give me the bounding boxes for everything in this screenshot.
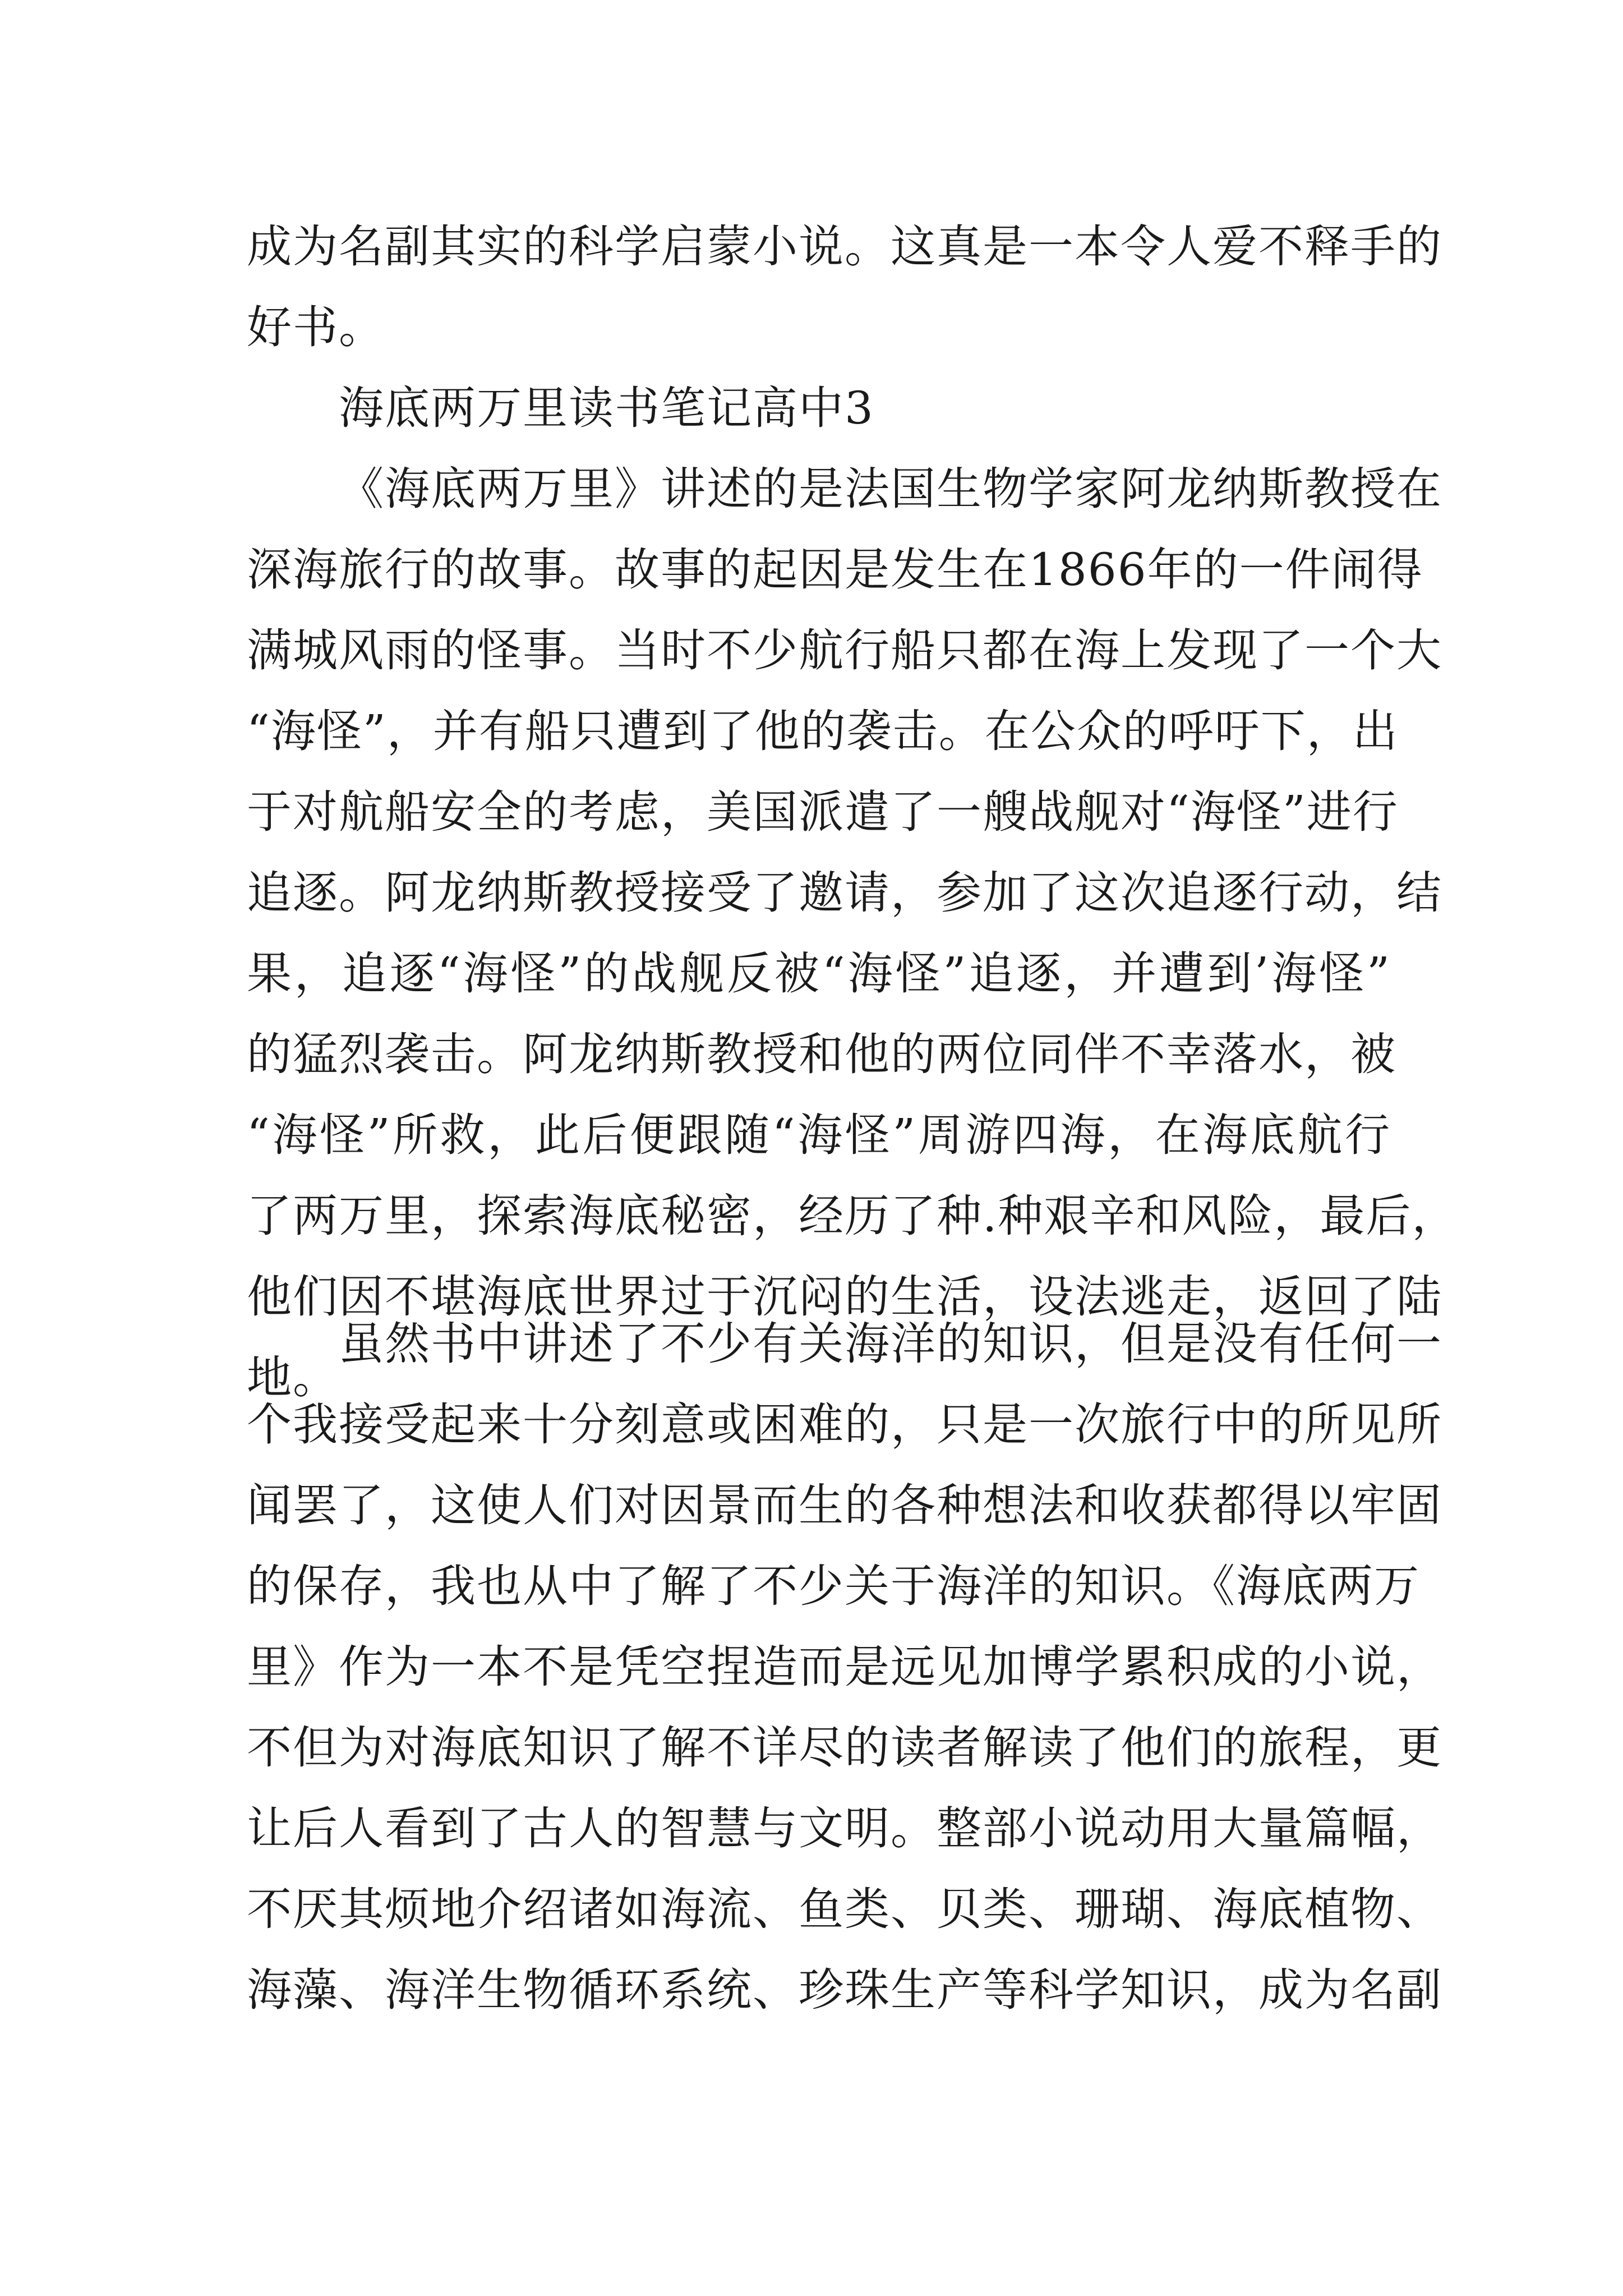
paragraph-line: 满城风雨的怪事。当时不少航行船只都在海上发现了一个大 xyxy=(247,624,1442,677)
paragraph-line: “海怪”，并有船只遭到了他的袭击。在公众的呼吁下，出 xyxy=(247,705,1399,757)
paragraph-line: 地。 xyxy=(247,1351,339,1404)
paragraph-line: 的保存，我也从中了解了不少关于海洋的知识。《海底两万 xyxy=(247,1560,1420,1612)
paragraph-line: 他们因不堪海底世界过于沉闷的生活，设法逃走，返回了陆 xyxy=(247,1271,1442,1323)
paragraph-line: “海怪”所救，此后便跟随“海怪”周游四海，在海底航行 xyxy=(247,1109,1391,1161)
paragraph-line: 的猛烈袭击。阿龙纳斯教授和他的两位同伴不幸落水，被 xyxy=(247,1028,1396,1080)
paragraph-line: 追逐。阿龙纳斯教授接受了邀请，参加了这次追逐行动，结 xyxy=(247,867,1442,919)
paragraph-reflection xyxy=(247,1304,1442,2031)
paragraph-line: 虽然书中讲述了不少有关海洋的知识，但是没有任何一 xyxy=(339,1318,1442,1370)
paragraph-line: 海藻、海洋生物循环系统、珍珠生产等科学知识，成为名副 xyxy=(247,1964,1442,2016)
paragraph-line: 不厌其烦地介绍诸如海流、鱼类、贝类、珊瑚、海底植物、 xyxy=(247,1883,1442,1935)
paragraph-line: 《海底两万里》讲述的是法国生物学家阿龙纳斯教授在 xyxy=(339,463,1442,515)
paragraph-line: 闻罢了，这使人们对因景而生的各种想法和收获都得以牢固 xyxy=(247,1479,1442,1531)
paragraph-line: 深海旅行的故事。故事的起因是发生在1866年的一件闹得 xyxy=(247,544,1423,596)
paragraph-line: 不但为对海底知识了解不详尽的读者解读了他们的旅程，更 xyxy=(247,1722,1442,1774)
section-heading xyxy=(247,368,1391,449)
paragraph-line: 让后人看到了古人的智慧与文明。整部小说动用大量篇幅， xyxy=(247,1802,1442,1855)
paragraph-line: 于对航船安全的考虑，美国派遣了一艘战舰对“海怪”进行 xyxy=(247,786,1399,838)
paragraph-continued xyxy=(247,206,1442,368)
paragraph-line: 果，追逐“海怪”的战舰反被“海怪”追逐，并遭到’海怪” xyxy=(247,947,1391,1000)
paragraph-line: 好书。 xyxy=(247,301,385,353)
paragraph-line: 了两万里，探索海底秘密，经历了种.种艰辛和风险，最后， xyxy=(247,1190,1458,1242)
paragraph-line: 个我接受起来十分刻意或困难的，只是一次旅行中的所见所 xyxy=(247,1398,1442,1451)
heading-text: 海底两万里读书笔记高中3 xyxy=(339,382,874,434)
paragraph-line: 里》作为一本不是凭空捏造而是远见加博学累积成的小说， xyxy=(247,1641,1442,1693)
paragraph-line: 成为名副其实的科学启蒙小说。这真是一本令人爱不释手的 xyxy=(247,220,1442,273)
paragraph-story-summary xyxy=(247,449,1458,1418)
